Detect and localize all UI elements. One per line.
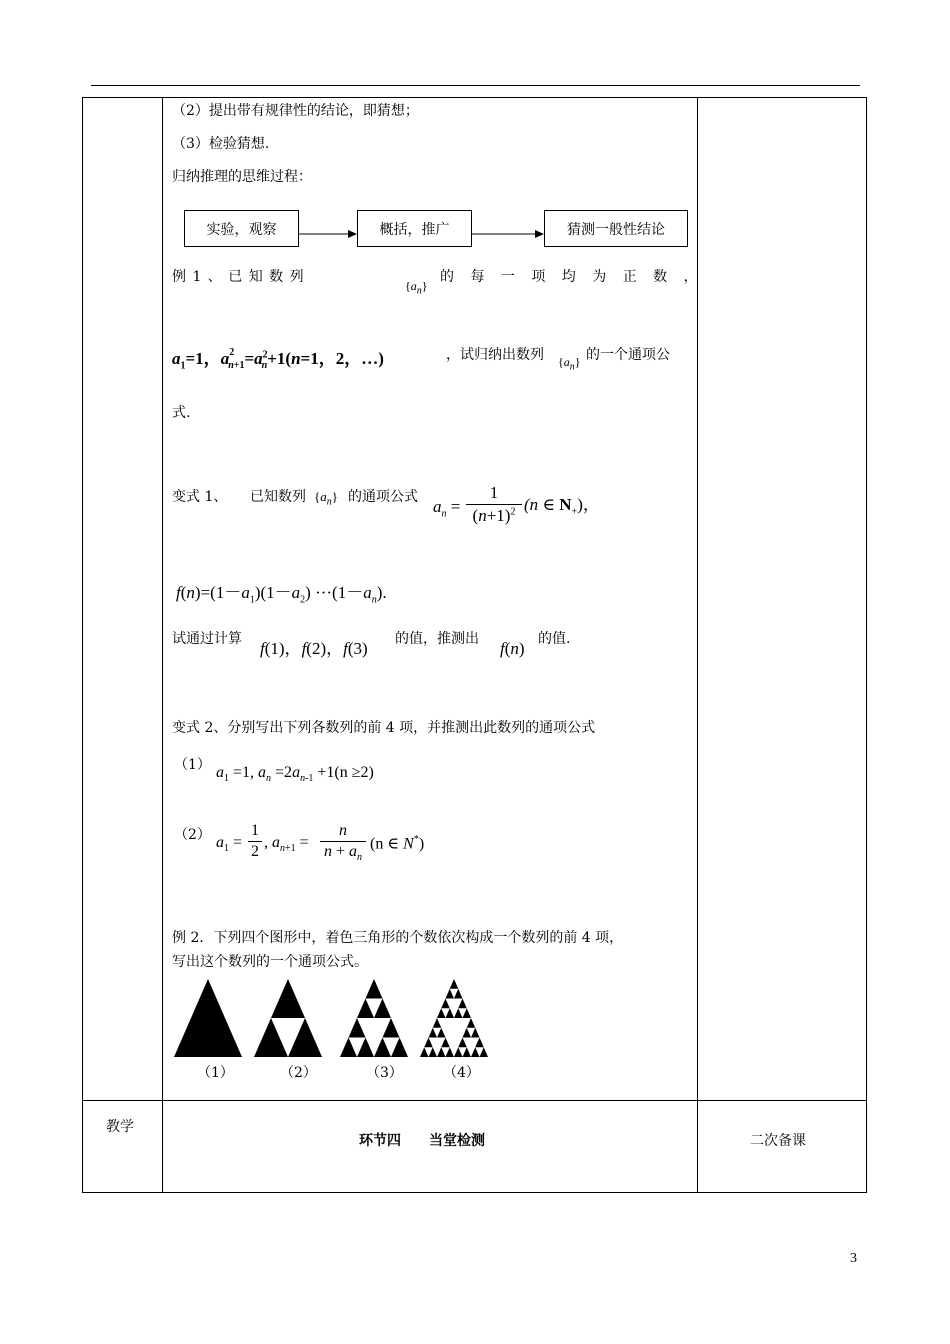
example1-tail2: 的一个通项公 [586,347,670,363]
flow-arrows [298,226,546,242]
frac-denominator: $n + a_n$ [323,843,363,864]
caption-3: （3） [366,1065,403,1081]
variant1-fn-formula: $f(n)=(1-a_1)(1-a_2) \cdot\cdot\cdot(1-a_n)$. [176,583,387,606]
black-triangle [437,1008,446,1018]
black-triangle [480,1047,489,1057]
page-number: 3 [850,1251,857,1266]
secondary-prep-label: 二次备课 [750,1133,806,1149]
step-2-text: （2）提出带有规律性的结论，即猜想； [172,103,419,119]
black-triangle [441,1038,450,1048]
variant1-condition: (n ∈ $N_+$)， [524,495,600,518]
caption-2: （2） [280,1065,317,1081]
caption-1: （1） [197,1065,234,1081]
row-label-teaching: 教学 [106,1119,134,1135]
example1-recurrence: $a_1=1$，$a^2_{n+1}=a^2_n+1(n=1$，2，…) [172,347,384,372]
example1-end: 式. [172,405,191,421]
black-triangle [446,1008,455,1018]
variant2-item2-label: （2） [174,827,211,843]
sierpinski-3 [340,979,408,1057]
variant1-fraction [466,483,522,526]
black-triangle [458,1038,467,1048]
flow-box-experiment [184,210,299,247]
flow-label-1: 实验，观察 [206,221,277,238]
example1-intro: 例 1 、 已 知 数 列 [172,269,305,285]
black-triangle [463,1008,472,1018]
example1-positive-text: 的 每 一 项 均 为 正 数 ， [440,269,704,285]
table-row-divider [82,1100,867,1101]
variant1-text: 已知数列 [250,489,306,505]
variant1-ask2: 的值，推测出 [395,631,479,647]
half-numerator: 1 [251,822,259,839]
variant1-ask3: 的值. [538,631,571,647]
black-triangle [446,1047,455,1057]
black-triangle [450,979,459,989]
flow-label-2: 概括，推广 [379,221,450,238]
header-rule [91,85,860,86]
sierpinski-1 [174,979,242,1057]
black-triangle [446,989,455,999]
variant1-label: 变式 1、 [172,489,228,505]
section-title: 环节四 当堂检测 [359,1133,485,1149]
black-triangle [471,1028,480,1038]
variant2-item2-an1: , $a_{n+1}$ = [264,834,309,855]
black-triangle [429,1047,438,1057]
black-triangle [437,1047,446,1057]
frac-numerator: n [339,822,347,839]
variant1-an-lhs: $a_n$ = [433,497,461,520]
black-triangle [441,999,450,1009]
black-triangle [467,1018,476,1028]
example1-seq-symbol-2: $\{a_n\}$ [558,355,581,373]
example1-tail: ，试归纳出数列 [446,347,544,363]
flow-box-conjecture [544,210,688,247]
fraction-bar [466,504,522,505]
variant2-item1-formula: $a_1 =1$, $a_n =2a_{n-1} +1(n \ge 2)$ [216,764,374,785]
sierpinski-figures [170,975,500,1060]
variant1-numerator: 1 [489,483,499,502]
black-triangle [454,989,463,999]
black-triangle [454,1008,463,1018]
variant1-values: f(1)，f(2)，f(3) [260,639,368,658]
table-col-divider-2 [697,97,698,1193]
black-triangle [429,1028,438,1038]
caption-4: （4） [443,1065,480,1081]
black-triangle [458,999,467,1009]
black-triangle [471,1047,480,1057]
step-3-text: （3）检验猜想. [172,136,270,152]
black-triangle [420,1047,429,1057]
variant2-title: 变式 2、分别写出下列各数列的前 4 项，并推测出此数列的通项公式 [172,720,596,736]
variant2-item2-fraction [320,822,366,863]
fraction-bar [320,841,366,842]
black-triangle [463,1047,472,1057]
black-triangle [437,1028,446,1038]
half-denominator: 2 [251,843,259,860]
variant1-ask: 试通过计算 [172,631,242,647]
sierpinski-2 [254,979,322,1057]
variant1-text2: 的通项公式 [348,489,418,505]
variant2-item2-half [248,822,262,861]
example2-line2: 写出这个数列的一个通项公式。 [172,954,368,970]
variant1-denominator: $(n+1)^2$ [472,506,516,525]
black-triangle [454,1047,463,1057]
black-triangle [475,1038,484,1048]
black-triangle [424,1038,433,1048]
table-col-divider-1 [162,97,163,1193]
variant2-item1-label: （1） [174,757,211,773]
variant1-fn: f(n) [500,639,525,658]
variant1-seq-symbol: $\{a_n\}$ [314,489,338,508]
example2-line1: 例 2．下列四个图形中，着色三角形的个数依次构成一个数列的前 4 项， [172,930,624,946]
flow-label-3: 猜测一般性结论 [567,221,665,238]
black-triangle [463,1028,472,1038]
black-triangle [433,1018,442,1028]
variant2-item2-a1: $a_1$ = [216,834,243,855]
sierpinski-4 [420,979,488,1057]
fraction-bar [248,841,262,842]
process-title: 归纳推理的思维过程： [172,169,312,185]
variant2-item2-condition: (n ∈ N*) [370,834,425,853]
example1-seq-symbol: $\{a_n\}$ [405,279,428,297]
